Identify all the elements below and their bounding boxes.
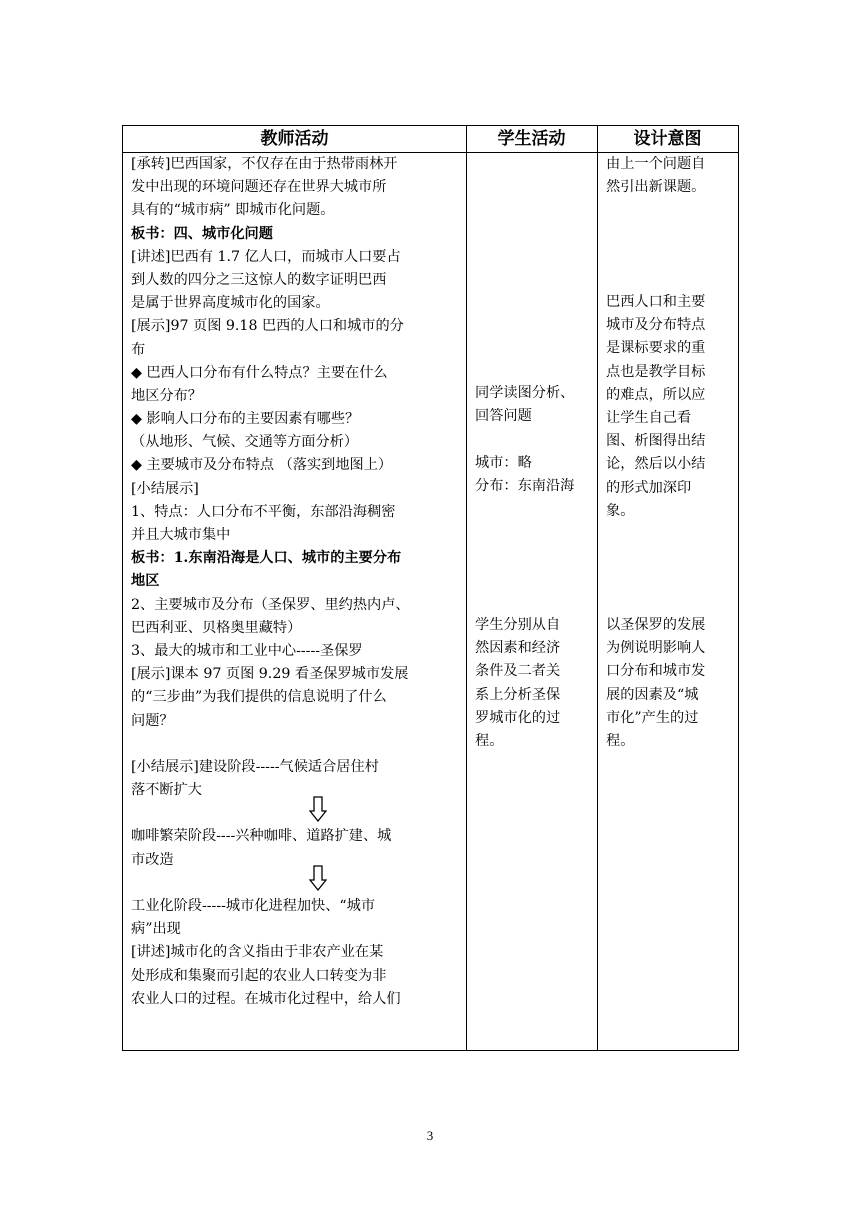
text-line: （从地形、气候、交通等方面分析）	[131, 434, 359, 451]
header-student-activity: 学生活动	[497, 129, 566, 149]
text-line: 点也是教学目标	[606, 363, 706, 380]
down-arrow-icon	[309, 865, 327, 891]
text-line: 学生分别从自	[475, 617, 561, 633]
text-line: 程。	[475, 732, 504, 749]
text-line: 的难点，所以应	[606, 386, 706, 403]
text-line: [讲述]城市化的含义指由于非农产业在某	[131, 944, 384, 961]
text-line: 处形成和集聚而引起的农业人口转变为非	[131, 967, 387, 984]
text-line: 布	[131, 341, 146, 358]
text-line: 3、最大的城市和工业中心-----圣保罗	[131, 642, 363, 659]
text-line: 咖啡繁荣阶段----兴种咖啡、道路扩建、城	[131, 828, 392, 845]
text-line: 让学生自己看	[606, 409, 692, 426]
column-divider	[597, 126, 598, 1050]
student-activity-cell	[475, 614, 603, 753]
student-activity-cell	[475, 382, 603, 498]
text-line: [讲述]巴西有 1.7 亿人口，而城市人口要占	[131, 248, 401, 265]
text-line: 图、析图得出结	[606, 433, 706, 450]
text-line: 市改造	[131, 851, 174, 868]
design-intent-cell	[606, 291, 736, 523]
board-heading: 板书：1.东南沿海是人口、城市的主要分布	[131, 550, 402, 567]
text-line: 是课标要求的重	[606, 340, 706, 357]
text-line: 条件及二者关	[475, 663, 561, 680]
text-line: 是属于世界高度城市化的国家。	[131, 295, 330, 312]
text-line: 口分布和城市发	[606, 663, 706, 680]
text-line: 落不断扩大	[131, 782, 202, 799]
text-line: 并且大城市集中	[131, 527, 231, 543]
text-line: [展示]97 页图 9.18 巴西的人口和城市的分	[131, 318, 404, 335]
text-line: 农业人口的过程。在城市化过程中，给人们	[131, 990, 401, 1007]
text-line: 市化”产生的过	[606, 709, 699, 726]
text-line: 城市：略	[475, 454, 532, 471]
down-arrow-icon	[309, 796, 327, 822]
blank-line	[131, 872, 467, 895]
header-design-intent: 设计意图	[633, 129, 702, 149]
text-line: 展的因素及“城	[606, 686, 699, 703]
page-number: 3	[426, 1128, 434, 1143]
text-line: 的形式加深印	[606, 479, 692, 496]
text-line: 问题？	[131, 712, 174, 729]
text-line: 系上分析圣保	[475, 686, 561, 703]
text-line: [承转]巴西国家，不仅存在由于热带雨林开	[131, 156, 398, 172]
text-line: 的“三步曲”为我们提供的信息说明了什么	[131, 689, 387, 706]
lesson-table	[122, 125, 739, 1051]
teacher-activity-cell	[131, 153, 467, 1011]
text-line: 发中出现的环境问题还存在世界大城市所	[131, 179, 387, 196]
header-teacher-activity: 教师活动	[260, 129, 329, 149]
blank-line	[475, 428, 603, 451]
text-line: 具有的“城市病” 即城市化问题。	[131, 202, 335, 219]
text-line: 到人数的四分之三这惊人的数字证明巴西	[131, 271, 387, 288]
text-line: [小结展示]	[131, 480, 199, 497]
text-line: 为例说明影响人	[606, 640, 706, 657]
text-line: ◆ 影响人口分布的主要因素有哪些？	[131, 411, 360, 428]
text-line: [小结展示]建设阶段-----气候适合居住村	[131, 758, 379, 775]
design-intent-cell	[606, 153, 736, 199]
text-line: 以圣保罗的发展	[606, 617, 706, 633]
text-line: 城市及分布特点	[606, 317, 706, 334]
text-line: 回答问题	[475, 408, 532, 425]
board-heading: 地区	[131, 573, 160, 590]
text-line: 巴西利亚、贝格奥里藏特）	[131, 619, 302, 636]
design-intent-cell	[606, 614, 736, 753]
text-line: 工业化阶段-----城市化进程加快、“城市	[131, 898, 376, 914]
text-line: ◆ 主要城市及分布特点 （落实到地图上）	[131, 457, 393, 474]
text-line: 分布：东南沿海	[475, 477, 575, 494]
text-line: 然因素和经济	[475, 640, 561, 657]
text-line: 象。	[606, 502, 635, 519]
board-heading: 板书：四、城市化问题	[131, 225, 273, 242]
blank-line	[131, 733, 467, 756]
text-line: 然引出新课题。	[606, 179, 706, 196]
text-line: 罗城市化的过	[475, 709, 561, 726]
text-line: 2、主要城市及分布（圣保罗、里约热内卢、	[131, 596, 410, 613]
text-line: 程。	[606, 732, 635, 749]
text-line: 1、特点：人口分布不平衡，东部沿海稠密	[131, 503, 396, 520]
blank-line	[131, 802, 467, 825]
text-line: 同学读图分析、	[475, 385, 575, 401]
text-line: 由上一个问题自	[606, 156, 706, 172]
text-line: 地区分布？	[131, 387, 202, 404]
text-line: ◆ 巴西人口分布有什么特点？主要在什么	[131, 364, 388, 381]
text-line: [展示]课本 97 页图 9.29 看圣保罗城市发展	[131, 666, 409, 683]
text-line: 巴西人口和主要	[606, 294, 706, 310]
text-line: 论，然后以小结	[606, 456, 706, 473]
text-line: 病”出现	[131, 921, 181, 938]
